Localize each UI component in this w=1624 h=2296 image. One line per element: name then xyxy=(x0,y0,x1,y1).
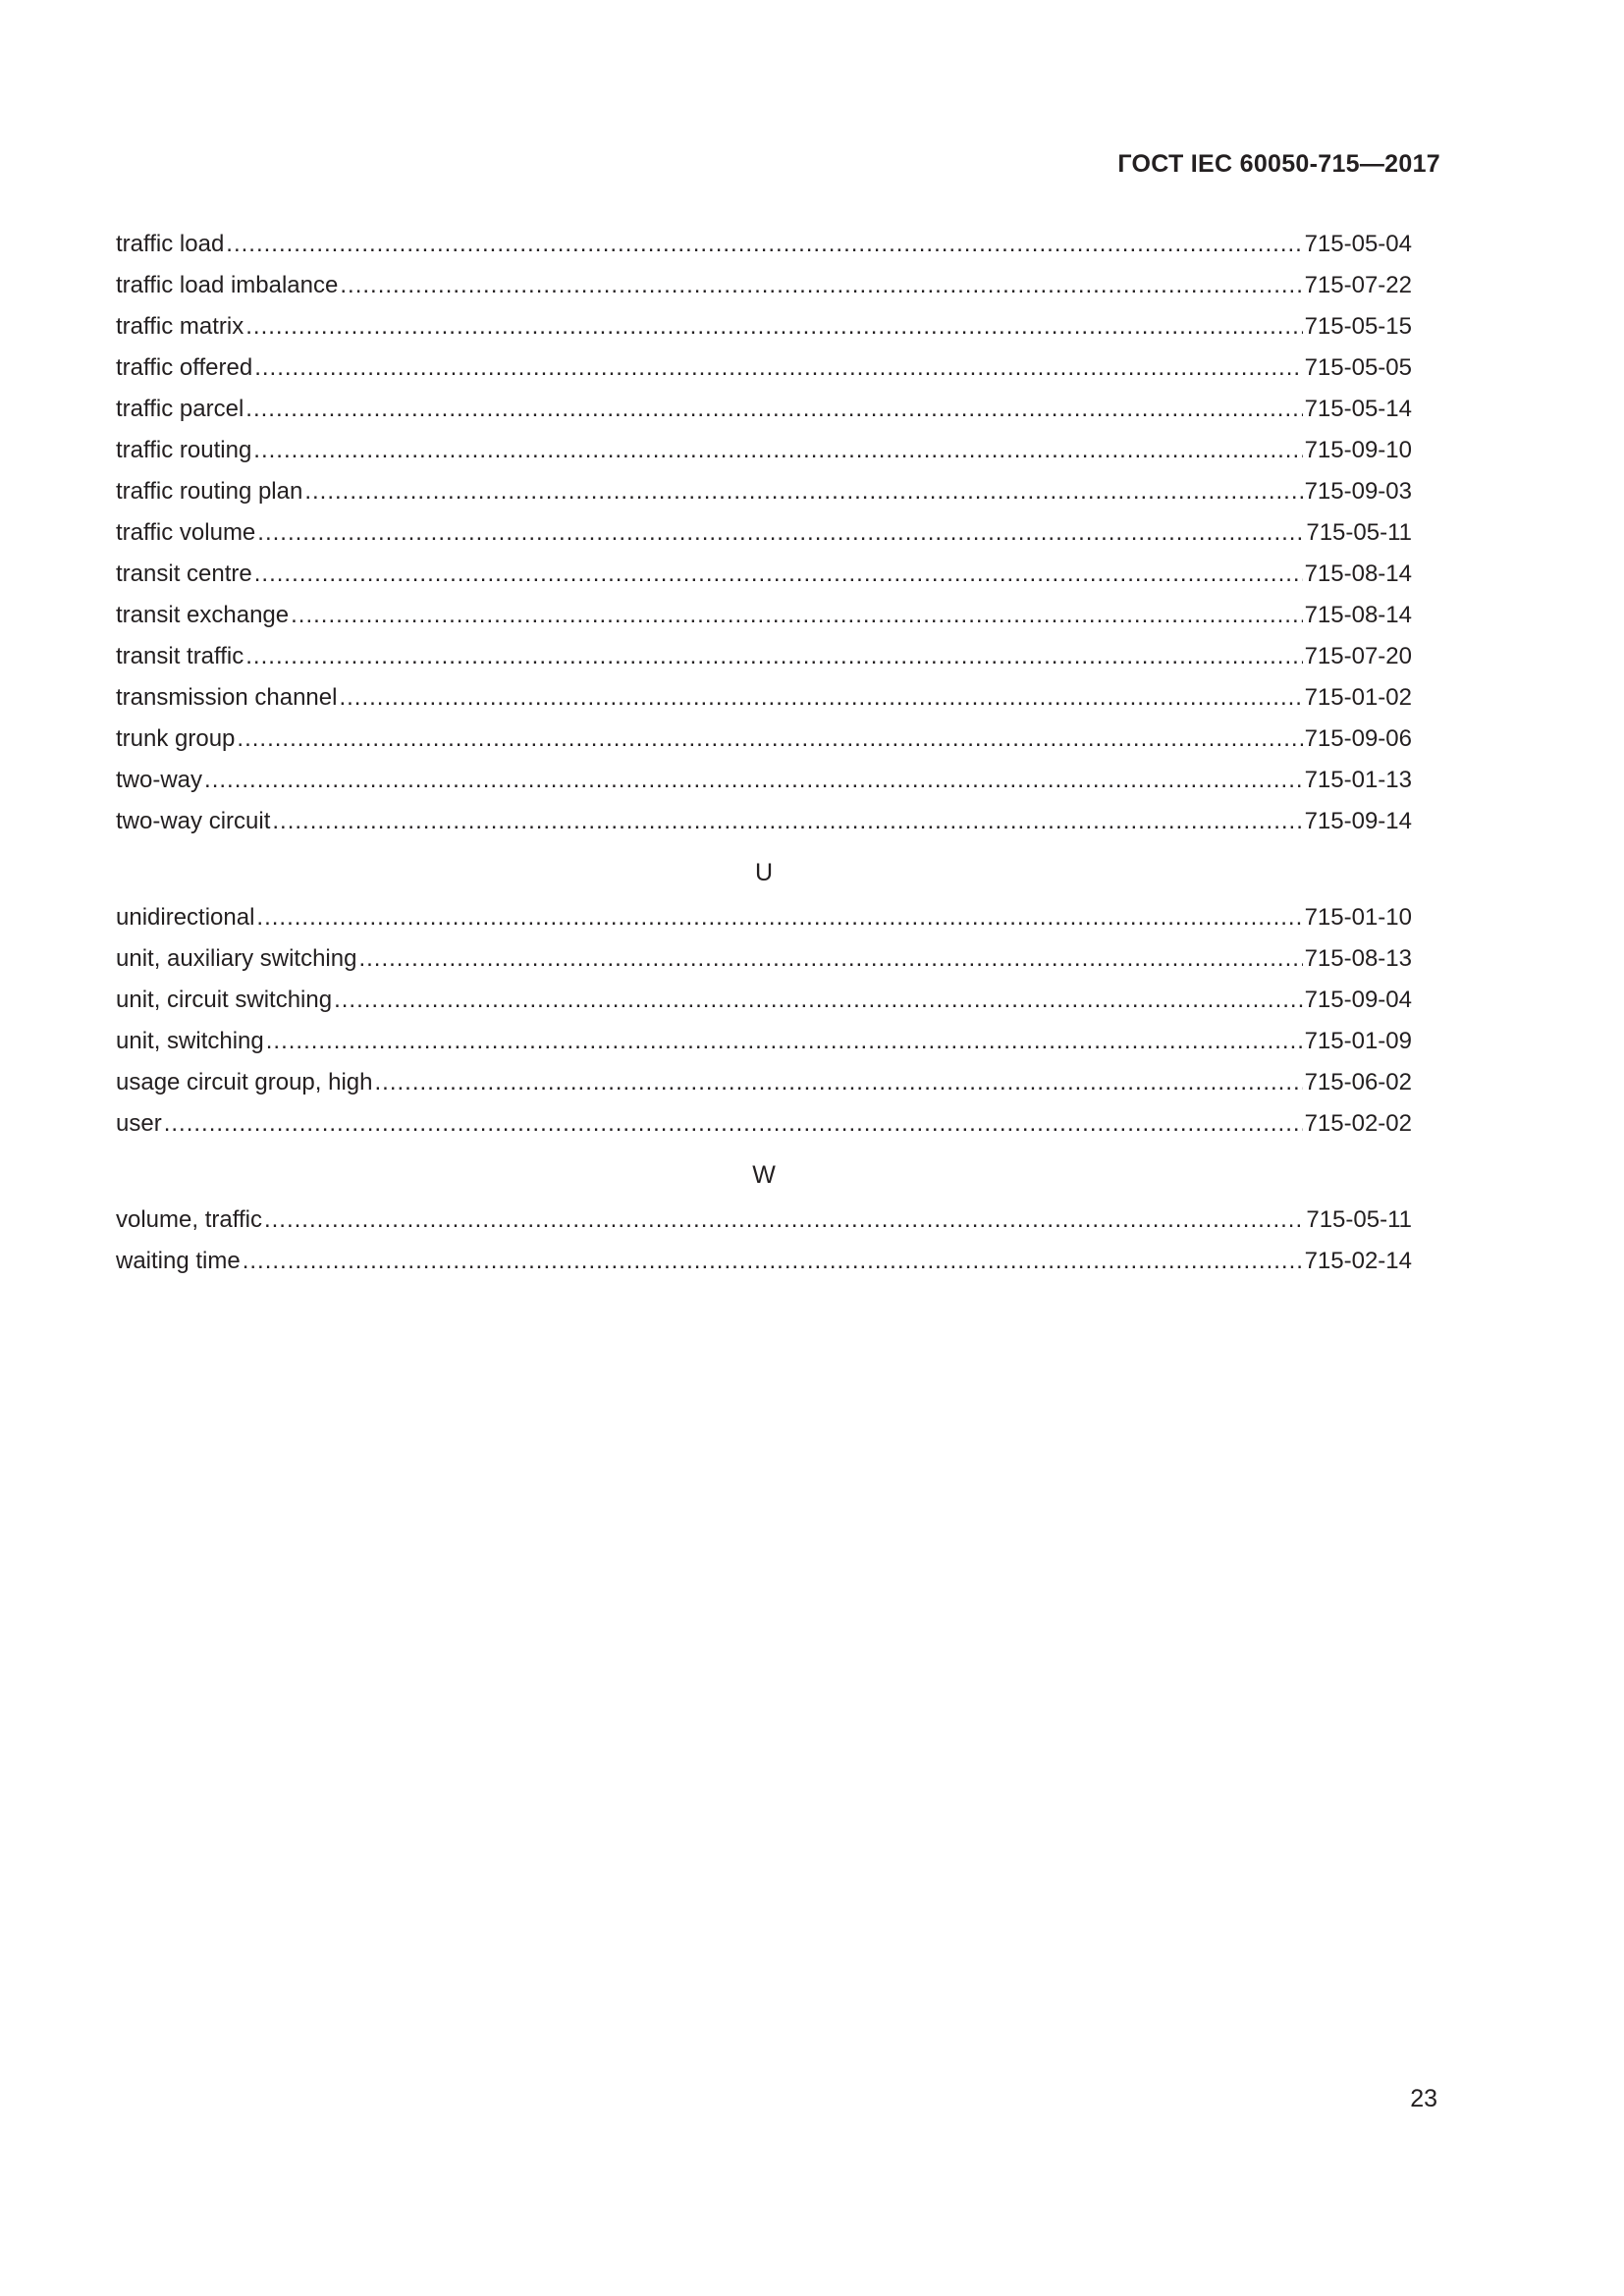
index-term: transit centre xyxy=(116,561,252,587)
index-entry xyxy=(116,897,1412,938)
dot-leader xyxy=(243,1241,1303,1282)
index-term: unit, auxiliary switching xyxy=(116,945,357,972)
index-term: two-way xyxy=(116,767,203,793)
dot-leader xyxy=(334,980,1303,1021)
index-entry xyxy=(116,1200,1412,1241)
index-code: 715-05-15 xyxy=(1304,313,1412,340)
index-entry xyxy=(116,1241,1412,1282)
index-entry xyxy=(116,265,1412,306)
dot-leader xyxy=(272,801,1302,842)
index-code: 715-09-06 xyxy=(1304,725,1412,752)
index-entry xyxy=(116,1062,1412,1103)
index-term: waiting time xyxy=(116,1248,241,1274)
index-code: 715-05-14 xyxy=(1304,396,1412,422)
dot-leader xyxy=(340,265,1302,306)
index-entry xyxy=(116,938,1412,980)
dot-leader xyxy=(257,512,1304,554)
index-letter-heading: U xyxy=(754,859,774,886)
index-entry xyxy=(116,801,1412,842)
index-code: 715-08-13 xyxy=(1304,945,1412,972)
index-code: 715-09-03 xyxy=(1304,478,1412,505)
dot-leader xyxy=(358,938,1302,980)
dot-leader xyxy=(291,595,1302,636)
dot-leader xyxy=(254,347,1302,389)
document-header: ГОСТ IEC 60050-715—2017 xyxy=(1117,150,1440,178)
index-code: 715-01-09 xyxy=(1304,1028,1412,1054)
index-code: 715-09-14 xyxy=(1304,808,1412,834)
index-term: unit, switching xyxy=(116,1028,264,1054)
index-code: 715-06-02 xyxy=(1304,1069,1412,1095)
index-term: usage circuit group, high xyxy=(116,1069,373,1095)
index-entry xyxy=(116,636,1412,677)
index-entry xyxy=(116,306,1412,347)
index-entry xyxy=(116,677,1412,719)
index-term: traffic volume xyxy=(116,519,256,546)
index-code: 715-07-20 xyxy=(1304,643,1412,669)
dot-leader xyxy=(266,1021,1303,1062)
index-term: traffic matrix xyxy=(116,313,244,340)
page-number: 23 xyxy=(1410,2085,1437,2112)
alphabetical-index xyxy=(116,224,1412,1282)
index-entry xyxy=(116,719,1412,760)
index-term: two-way circuit xyxy=(116,808,271,834)
index-term: unit, circuit switching xyxy=(116,987,333,1013)
dot-leader xyxy=(237,719,1302,760)
index-code: 715-09-10 xyxy=(1304,437,1412,463)
index-code: 715-07-22 xyxy=(1304,272,1412,298)
index-term: unidirectional xyxy=(116,904,255,931)
dot-leader xyxy=(256,897,1302,938)
index-code: 715-01-13 xyxy=(1304,767,1412,793)
index-code: 715-02-02 xyxy=(1304,1110,1412,1137)
index-code: 715-08-14 xyxy=(1304,602,1412,628)
index-term: traffic routing plan xyxy=(116,478,303,505)
index-term: user xyxy=(116,1110,162,1137)
index-code: 715-09-04 xyxy=(1304,987,1412,1013)
index-term: traffic routing xyxy=(116,437,252,463)
index-term: transit traffic xyxy=(116,643,244,669)
dot-leader xyxy=(253,430,1302,471)
dot-leader xyxy=(304,471,1302,512)
dot-leader xyxy=(204,760,1303,801)
dot-leader xyxy=(254,554,1303,595)
index-entry xyxy=(116,389,1412,430)
index-code: 715-01-10 xyxy=(1304,904,1412,931)
index-term: traffic parcel xyxy=(116,396,244,422)
dot-leader xyxy=(264,1200,1304,1241)
index-entry xyxy=(116,760,1412,801)
index-term: traffic load xyxy=(116,231,225,257)
index-term: trunk group xyxy=(116,725,236,752)
index-entry xyxy=(116,471,1412,512)
index-entry xyxy=(116,430,1412,471)
dot-leader xyxy=(245,636,1302,677)
index-code: 715-05-05 xyxy=(1304,354,1412,381)
index-code: 715-05-11 xyxy=(1306,519,1412,546)
index-term: traffic offered xyxy=(116,354,253,381)
dot-leader xyxy=(164,1103,1303,1145)
dot-leader xyxy=(375,1062,1303,1103)
index-term: traffic load imbalance xyxy=(116,272,339,298)
index-term: transit exchange xyxy=(116,602,290,628)
index-code: 715-05-11 xyxy=(1306,1206,1412,1233)
index-entry xyxy=(116,1021,1412,1062)
index-term: transmission channel xyxy=(116,684,338,711)
index-entry xyxy=(116,980,1412,1021)
dot-leader xyxy=(226,224,1302,265)
index-entry xyxy=(116,595,1412,636)
index-entry xyxy=(116,224,1412,265)
index-code: 715-05-04 xyxy=(1304,231,1412,257)
dot-leader xyxy=(245,389,1302,430)
index-entry xyxy=(116,512,1412,554)
dot-leader xyxy=(339,677,1302,719)
index-entry xyxy=(116,1103,1412,1145)
index-code: 715-08-14 xyxy=(1304,561,1412,587)
index-code: 715-02-14 xyxy=(1304,1248,1412,1274)
index-entry xyxy=(116,554,1412,595)
index-entry xyxy=(116,347,1412,389)
dot-leader xyxy=(245,306,1302,347)
index-code: 715-01-02 xyxy=(1304,684,1412,711)
index-term: volume, traffic xyxy=(116,1206,262,1233)
index-letter-heading: W xyxy=(752,1161,776,1189)
